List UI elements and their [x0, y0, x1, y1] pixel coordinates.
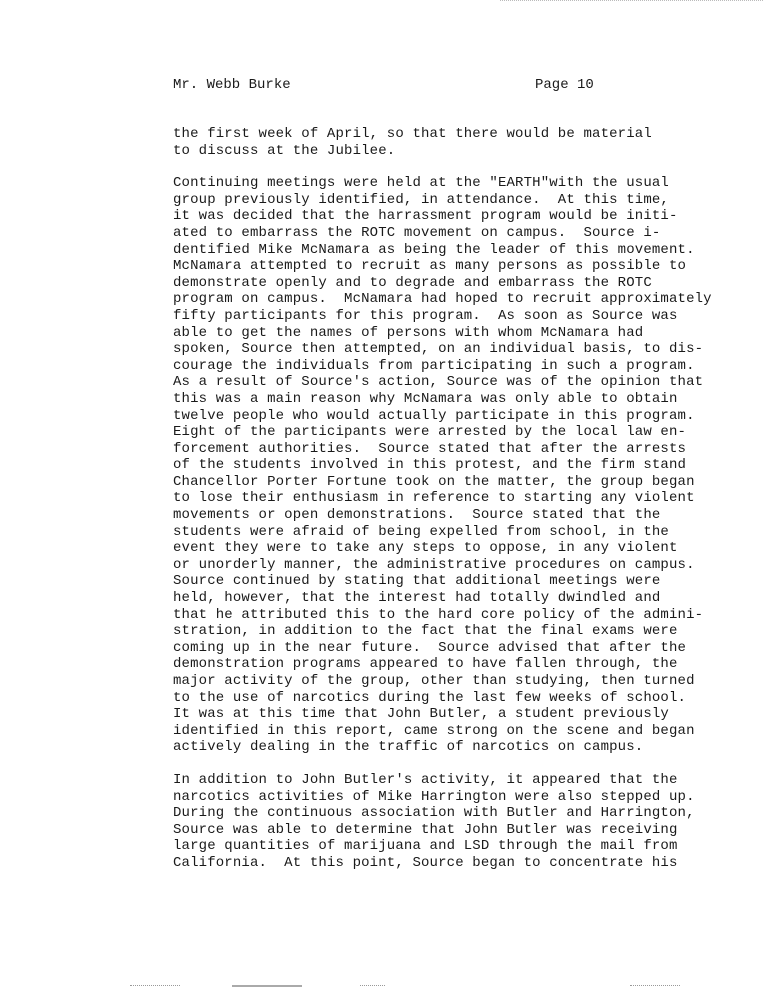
- text-line: stration, in addition to the fact that the final exams were: [173, 623, 678, 640]
- scan-edge-marks-bottom: [120, 985, 720, 989]
- text-line: It was at this time that John Butler, a student previously: [173, 706, 669, 723]
- text-line: or unorderly manner, the administrative procedures on campus.: [173, 556, 695, 573]
- text-line: major activity of the group, other than studying, then turned: [173, 673, 695, 689]
- paragraph: [173, 175, 753, 756]
- text-line: coming up in the near future. Source advised that after the: [173, 639, 687, 656]
- paragraph-gap: [173, 756, 753, 772]
- text-line: ated to embarrass the ROTC movement on campus. Source i-: [173, 224, 661, 241]
- text-line: actively dealing in the traffic of narcotics on campus.: [173, 739, 644, 756]
- text-line: identified in this report, came strong on the scene and began: [173, 722, 695, 739]
- text-line: During the continuous association with Butler and Harrington,: [173, 805, 695, 822]
- text-line: forcement authorities. Source stated that after the arrests: [173, 440, 687, 457]
- text-line: that he attributed this to the hard core policy of the admini-: [173, 606, 704, 623]
- text-line: As a result of Source's action, Source was of the opinion that: [173, 374, 704, 391]
- paragraph: [173, 772, 753, 872]
- text-line: fifty participants for this program. As soon as Source was: [173, 307, 678, 324]
- text-line: Continuing meetings were held at the "EARTH"with the usual: [173, 175, 669, 192]
- letter-body: [173, 126, 753, 872]
- text-line: Chancellor Porter Fortune took on the matter, the group began: [173, 473, 695, 490]
- text-line: Source was able to determine that John Butler was receiving: [173, 821, 678, 838]
- text-line: demonstration programs appeared to have fallen through, the: [173, 656, 678, 673]
- text-line: held, however, that the interest had totally dwindled and: [173, 590, 661, 607]
- text-line: large quantities of marijuana and LSD through the mail from: [173, 838, 678, 855]
- text-line: to discuss at the Jubilee.: [173, 142, 396, 159]
- text-line: able to get the names of persons with whom McNamara had: [173, 324, 644, 341]
- text-line: narcotics activities of Mike Harrington were also stepped up.: [173, 788, 695, 805]
- text-line: event they were to take any steps to oppose, in any violent: [173, 540, 678, 557]
- text-line: it was decided that the harrassment program would be initi-: [173, 208, 678, 225]
- text-line: courage the individuals from participating in such a program.: [173, 357, 695, 374]
- text-line: demonstrate openly and to degrade and embarrass the ROTC: [173, 274, 652, 291]
- recipient-name: Mr. Webb Burke: [173, 77, 291, 93]
- text-line: Source continued by stating that additional meetings were: [173, 573, 661, 590]
- text-line: students were afraid of being expelled from school, in the: [173, 523, 669, 540]
- text-line: of the students involved in this protest, and the firm stand: [173, 457, 687, 474]
- text-line: to lose their enthusiasm in reference to starting any violent: [173, 490, 695, 507]
- text-line: to the use of narcotics during the last few weeks of school.: [173, 689, 687, 706]
- paragraph: [173, 126, 753, 159]
- scan-edge-marks-top: [500, 0, 763, 1]
- text-line: the first week of April, so that there would be material: [173, 126, 652, 142]
- text-line: Eight of the participants were arrested by the local law en-: [173, 424, 687, 441]
- paragraph-gap: [173, 159, 753, 175]
- text-line: twelve people who would actually participate in this program.: [173, 407, 695, 424]
- text-line: program on campus. McNamara had hoped to recruit approximately: [173, 291, 712, 308]
- text-line: spoken, Source then attempted, on an individual basis, to dis-: [173, 341, 704, 358]
- page-number: Page 10: [535, 77, 594, 93]
- text-line: movements or open demonstrations. Source stated that the: [173, 507, 661, 524]
- text-line: McNamara attempted to recruit as many persons as possible to: [173, 258, 687, 275]
- text-line: group previously identified, in attendance. At this time,: [173, 191, 669, 208]
- text-line: California. At this point, Source began to concentrate his: [173, 854, 678, 871]
- text-line: dentified Mike McNamara as being the leader of this movement.: [173, 241, 695, 258]
- text-line: this was a main reason why McNamara was only able to obtain: [173, 390, 678, 407]
- text-line: In addition to John Butler's activity, it appeared that the: [173, 771, 678, 788]
